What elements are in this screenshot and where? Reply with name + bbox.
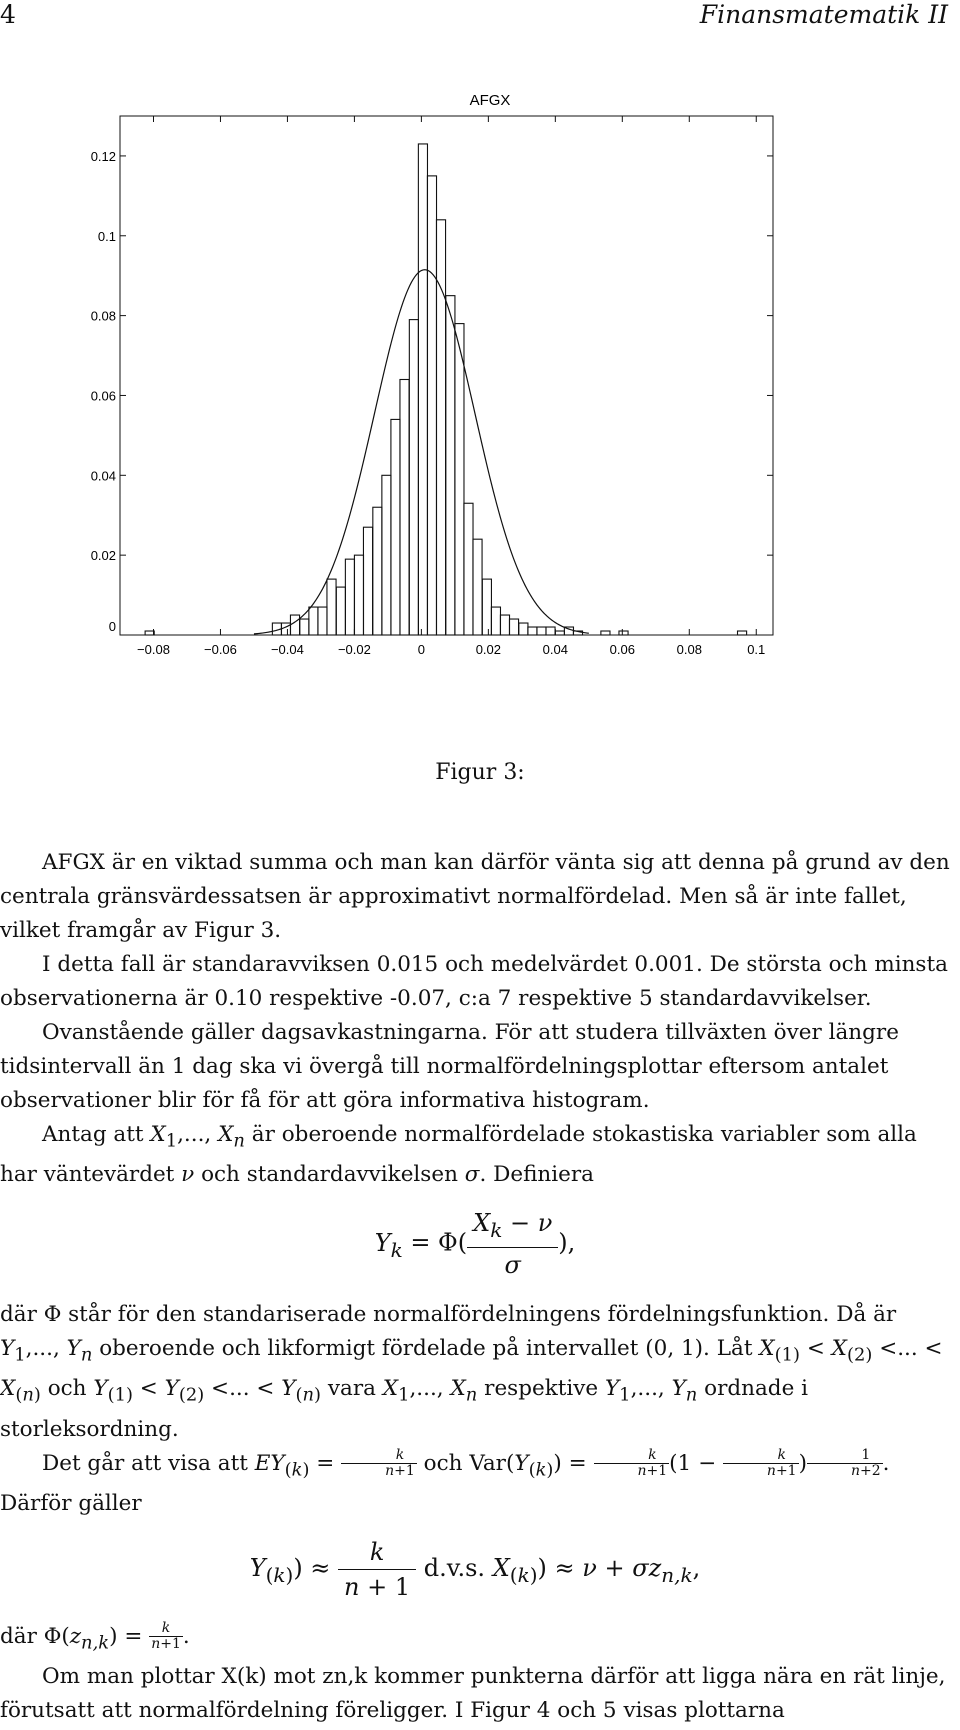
histogram-bar bbox=[345, 559, 354, 635]
histogram-bar bbox=[427, 176, 436, 635]
y-tick-label: 0.1 bbox=[97, 228, 116, 244]
histogram-bar bbox=[309, 607, 318, 635]
chart-title: AFGX bbox=[469, 92, 511, 109]
x-tick-label: −0.04 bbox=[270, 642, 304, 657]
paragraph-1: AFGX är en viktad summa och man kan därför vänta sig att denna på grund av den centrala gränsvärdessatsen är approximativt normalfördelad. Men så är inte fallet, vilket framgår av Figur 3. bbox=[0, 850, 950, 943]
histogram-bar bbox=[145, 631, 154, 635]
histogram-bar bbox=[491, 607, 500, 635]
y-tick-label: 0.02 bbox=[90, 548, 116, 564]
x-tick-label: 0.04 bbox=[542, 642, 568, 657]
histogram-bar bbox=[509, 619, 518, 635]
paragraph-7: där $\Phi(z_{n,k})$ = $\frac{k}{n+1}$ . bbox=[0, 1620, 190, 1654]
y-tick-label: 0 bbox=[108, 619, 116, 634]
x-tick-label: 0.08 bbox=[676, 642, 702, 657]
histogram-bar bbox=[400, 379, 409, 635]
histogram-bar bbox=[318, 607, 327, 635]
paragraph-8: Om man plottar X(k) mot zn,k kommer punkterna därför att ligga nära en rät linje, förutsatt att normalfördelning föreligger. I Figur 4 och 5 visas plottarna bbox=[0, 1664, 946, 1724]
y-tick-label: 0.06 bbox=[90, 388, 116, 404]
y-tick-label: 0.04 bbox=[90, 468, 116, 484]
histogram-bar bbox=[354, 555, 363, 635]
histogram-bar bbox=[418, 144, 427, 635]
histogram-bar bbox=[555, 631, 564, 635]
normal-curve bbox=[254, 270, 589, 634]
histogram-bar bbox=[619, 631, 628, 635]
afgx-histogram-chart bbox=[0, 78, 960, 738]
page-number: 4 bbox=[0, 0, 16, 29]
histogram-bar bbox=[528, 627, 537, 635]
histogram-bar bbox=[500, 615, 509, 635]
x-tick-label: −0.08 bbox=[137, 642, 170, 657]
paragraph-6: Det går att visa att $EY_{(k)}$ = $\frac{k}{n+1}$ och $Var(Y_{(k)})$ = $\frac{k}{n+1}$ (1 − $\frac{k}{n+1}$ ) $\frac{1}{n+2}$ . Därför gäller bbox=[0, 1447, 890, 1516]
plot-frame bbox=[120, 116, 773, 635]
x-tick-label: 0.02 bbox=[475, 642, 502, 657]
equation-approx: $Y_{(k)}$) ≈ $\frac{k}{n + 1}$ d.v.s. $X_{(k)}) \approx \nu + \sigma z_{n,k}$, bbox=[0, 1535, 950, 1604]
histogram-bar bbox=[382, 475, 391, 635]
equation-y-k: $Y_k = \Phi$( $\frac{X_k - \nu}{\sigma}$ ), bbox=[0, 1206, 950, 1282]
x-tick-label: 0.06 bbox=[609, 642, 635, 657]
x-tick-label: 0.1 bbox=[747, 642, 766, 657]
histogram-bar bbox=[409, 320, 418, 635]
histogram-bar bbox=[519, 623, 528, 635]
histogram-bar bbox=[327, 579, 336, 635]
figure-caption: Figur 3: bbox=[435, 760, 525, 785]
paragraph-2: I detta fall är standaravviksen 0.015 och medelvärdet 0.001. De största och minsta observationerna är 0.10 respektive -0.07, c:a 7 respektive 5 standardavvikelser. bbox=[0, 952, 948, 1011]
histogram-bar bbox=[290, 615, 299, 635]
y-tick-label: 0.12 bbox=[90, 148, 116, 164]
paragraph-4: Antag att $X_1$,..., $X_n$ är oberoende normalfördelade stokastiska variabler som alla har väntevärdet ν och standardavvikelsen σ. Definiera bbox=[0, 1122, 917, 1188]
y-tick-label: 0.08 bbox=[90, 308, 116, 324]
histogram-bar bbox=[546, 627, 555, 635]
x-tick-label: 0 bbox=[417, 642, 426, 657]
histogram-bar bbox=[537, 627, 546, 635]
paragraph-5: där Φ står för den standariserade normalfördelningens fördelningsfunktion. Då är $Y_1$,..., $Y_n$ oberoende och likformigt fördelade på intervallet (0, 1). Låt $X_{(1)} < X_{(2)}$ <... < $X_{(n)}$ och $Y_{(1)} < Y_{(2)}$ <... < $Y_{(n)}$ vara $X_1$,..., $X_n$ respektive $Y_1$,..., $Y_n$ ordnade i storleksordning. bbox=[0, 1302, 943, 1442]
body-text bbox=[0, 846, 950, 1728]
histogram-bar bbox=[363, 527, 372, 635]
histogram-bar bbox=[391, 419, 400, 635]
x-tick-label: −0.06 bbox=[204, 642, 237, 657]
histogram-bar bbox=[464, 503, 473, 635]
histogram-bar bbox=[455, 324, 464, 635]
x-tick-label: −0.02 bbox=[337, 642, 371, 657]
histogram-bar bbox=[601, 631, 610, 635]
histogram-bar bbox=[482, 579, 491, 635]
histogram-bar bbox=[373, 507, 382, 635]
histogram-bar bbox=[738, 631, 747, 635]
paragraph-3: Ovanstående gäller dagsavkastningarna. För att studera tillväxten över längre tidsintervall än 1 dag ska vi övergå till normalfördelningsplottar eftersom antalet observationer blir för få för att göra informativa histogram. bbox=[0, 1020, 899, 1113]
histogram-bar bbox=[446, 296, 455, 635]
histogram-bar bbox=[336, 587, 345, 635]
histogram-bar bbox=[473, 539, 482, 635]
running-title: Finansmatematik II bbox=[699, 0, 948, 29]
histogram-bar bbox=[300, 619, 309, 635]
